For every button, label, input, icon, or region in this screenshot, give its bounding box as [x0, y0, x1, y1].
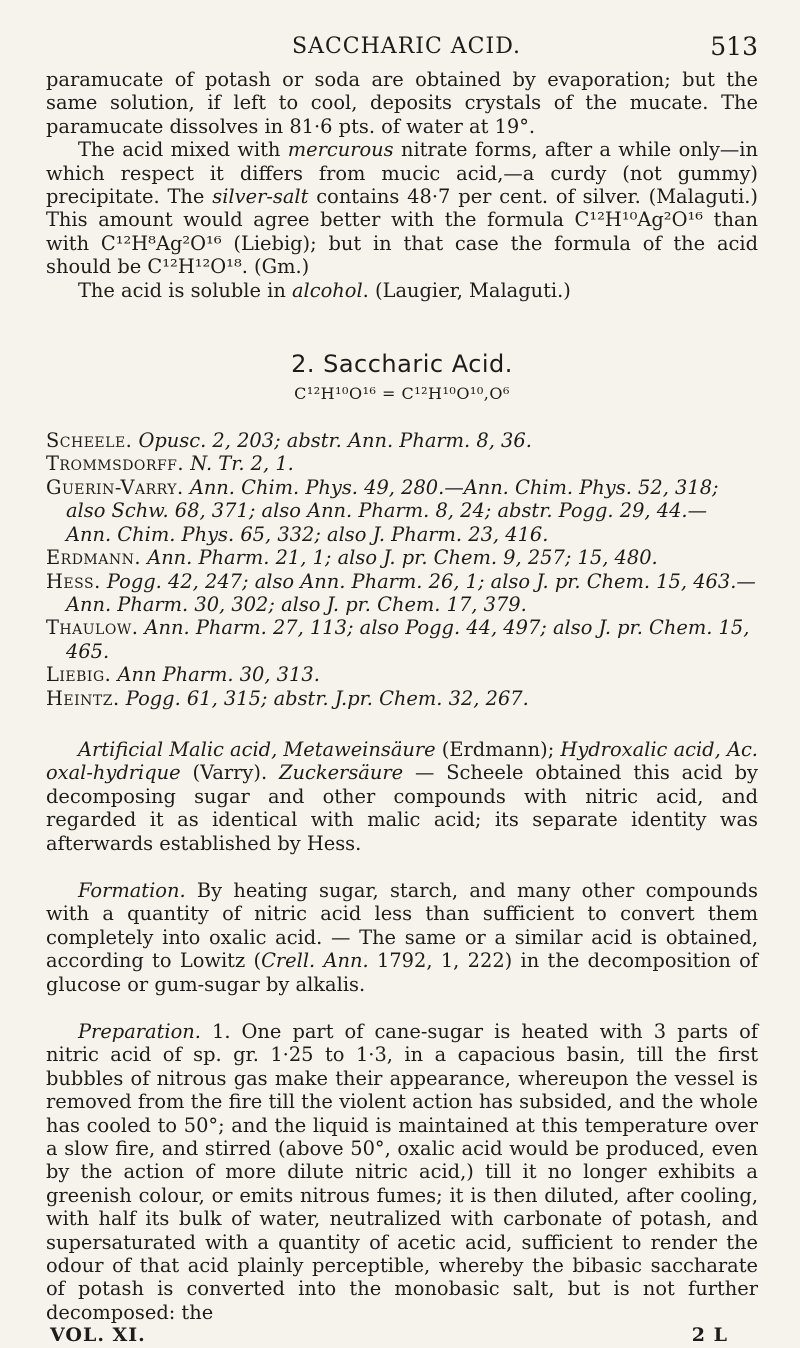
reference-item: Erdmann. Ann. Pharm. 21, 1; also J. pr. Chem. 9, 257; 15, 480.	[46, 546, 658, 570]
paragraph-synonyms: Artificial Malic acid, Metaweinsäure (Erdmann); Hydroxalic acid, Ac. oxal-hydrique (Varry). Zuckersäure — Scheele obtained this acid by decomposing sugar and other compounds with nitric acid, and regarded it as identical with malic acid; its separate identity was afterwards established by Hess.	[46, 737, 758, 855]
reference-item: Hess. Pogg. 42, 247; also Ann. Pharm. 26, 1; also J. pr. Chem. 15, 463.— Ann. Pharm. 30, 302; also J. pr. Chem. 17, 379.	[46, 569, 756, 616]
signature-mark: 2 L	[691, 1324, 728, 1347]
paragraph-mercurous: The acid mixed with mercurous nitrate forms, after a while only—in which respect it differs from mucic acid,—a curdy (not gummy) precipitate. The silver-salt contains 48·7 per cent. of silver. (Malaguti.) This amount would agree better with the formula C¹²H¹⁰Ag²O¹⁶ than with C¹²H⁸Ag²O¹⁶ (Liebig); but in that case the formula of the acid should be C¹²H¹²O¹⁸. (Gm.)	[46, 138, 759, 279]
reference-item: Thaulow. Ann. Pharm. 27, 113; also Pogg. 44, 497; also J. pr. Chem. 15, 465.	[46, 616, 750, 663]
paragraph-paramucate: paramucate of potash or soda are obtained by evaporation; but the same solution, if left to cool, deposits crystals of the mucate. The paramucate dissolves in 81·6 pts. of water at 19°.	[46, 68, 758, 138]
page-number: 513	[710, 32, 758, 61]
reference-item: Trommsdorff. N. Tr. 2, 1.	[46, 452, 294, 476]
paragraph-preparation: Preparation. 1. One part of cane-sugar is heated with 3 parts of nitric acid of sp. gr. 1·25 to 1·3, in a capacious basin, till the first bubbles of nitrous gas make their appearance, whereupon the vessel is removed from the fire till the violent action has subsided, and the whole has cooled to 50°; and the liquid is maintained at this temperature over a slow fire, and stirred (above 50°, oxalic acid would be produced, even by the action of more dilute nitric acid,) till it no longer exhibits a greenish colour, or emits nitrous fumes; it is then diluted, after cooling, with half its bulk of water, neutralized with carbonate of potash, and supersaturated with a quantity of acetic acid, sufficient to render the odour of that acid plainly perceptible, whereby the bibasic saccharate of potash is converted into the monobasic salt, but is not further decomposed: the	[46, 1020, 758, 1324]
page-footer	[46, 1324, 758, 1348]
paragraph-alcohol: The acid is soluble in alcohol. (Laugier, Malaguti.)	[78, 278, 571, 302]
running-header	[46, 34, 758, 68]
section-heading: 2. Saccharic Acid.	[291, 350, 513, 379]
running-title: SACCHARIC ACID.	[292, 34, 522, 59]
volume-label: VOL. XI.	[50, 1324, 146, 1347]
reference-item: Liebig. Ann Pharm. 30, 313.	[46, 663, 320, 687]
paragraph-formation: Formation. By heating sugar, starch, and many other compounds with a quantity of nitric acid less than sufficient to convert them completely into oxalic acid. — The same or a similar acid is obtained, according to Lowitz (Crell. Ann. 1792, 1, 222) in the decomposition of glucose or gum-sugar by alkalis.	[46, 878, 758, 996]
references-list	[46, 429, 758, 710]
reference-item: Heintz. Pogg. 61, 315; abstr. J.pr. Chem. 32, 267.	[46, 686, 529, 710]
reference-item: Scheele. Opusc. 2, 203; abstr. Ann. Pharm. 8, 36.	[46, 429, 532, 453]
section-formula: C¹²H¹⁰O¹⁶ = C¹²H¹⁰O¹⁰,O⁶	[294, 384, 510, 404]
reference-item: Guerin-Varry. Ann. Chim. Phys. 49, 280.—Ann. Chim. Phys. 52, 318; also Schw. 68, 371; also Ann. Pharm. 8, 24; abstr. Pogg. 29, 44.— Ann. Chim. Phys. 65, 332; also J. Pharm. 23, 416.	[46, 475, 719, 546]
